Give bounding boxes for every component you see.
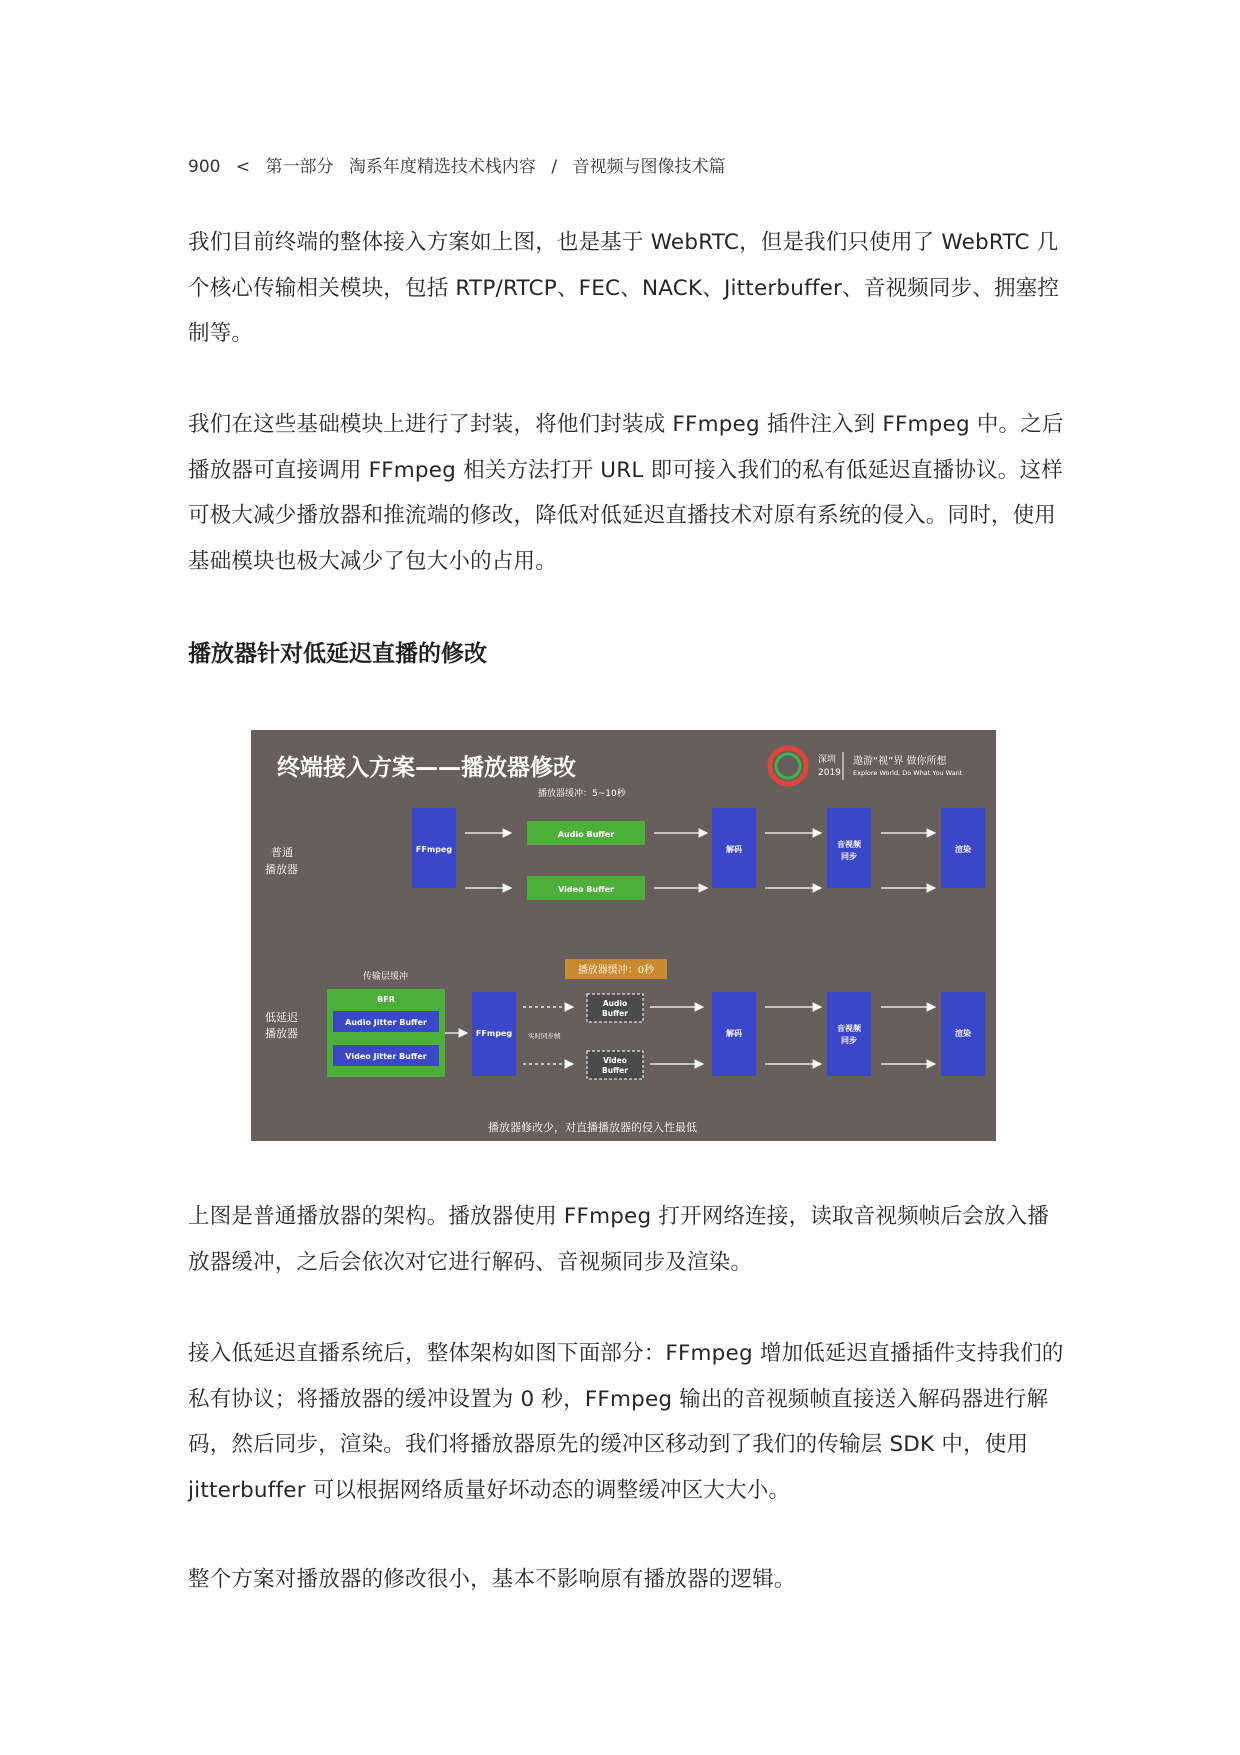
paragraph: 我们在这些基础模块上进行了封装，将他们封装成 FFmpeg 插件注入到 FFmpeg 中。之后播放器可直接调用 FFmpeg 相关方法打开 URL 即可接入我们的私有低延迟直播协议。这样可极大减少播放器和推流端的修改，降低对低延迟直播技术对原有系统的侵入。同时，使用基础模块也极大减少了包大小的占用。 [188, 412, 1064, 574]
architecture-slide-image [251, 730, 996, 1141]
header-book: 淘系年度精选技术栈内容 [348, 157, 536, 177]
architecture-diagram [251, 730, 996, 1141]
paragraph: 整个方案对播放器的修改很小，基本不影响原有播放器的逻辑。 [188, 1567, 796, 1592]
top-audio-buffer-label: Audio Buffer [557, 830, 615, 839]
bottom-row-label: 播放器 [265, 1027, 298, 1040]
bottom-decode-label: 解码 [726, 1029, 742, 1038]
top-row-label: 普通 [271, 846, 293, 859]
logo-slogan-cn: 遨游“视”界 做你所想 [853, 756, 947, 767]
bottom-audio-buffer-label: Buffer [602, 1009, 628, 1018]
top-buffer-note: 播放器缓冲：5~10秒 [538, 789, 626, 799]
paragraph: 接入低延迟直播系统后，整体架构如图下面部分：FFmpeg 增加低延迟直播插件支持我们的私有协议；将播放器的缓冲设置为 0 秒，FFmpeg 输出的音视频帧直接送入解码器进行解码，然后同步，渲染。我们将播放器原先的缓冲区移动到了我们的传输层 SDK 中，使用 jitterbuffer 可以根据网络质量好坏动态的调整缓冲区大大小。 [188, 1341, 1064, 1503]
bottom-video-buffer-label: Video [603, 1056, 627, 1065]
top-row-label: 播放器 [265, 863, 298, 876]
paragraph: 上图是普通播放器的架构。播放器使用 FFmpeg 打开网络连接，读取音视频帧后会放入播放器缓冲，之后会依次对它进行解码、音视频同步及渲染。 [188, 1204, 1049, 1275]
logo-year: 2019 [818, 768, 841, 778]
bottom-sync-label: 同步 [841, 1036, 857, 1045]
header-part: 第一部分 [265, 157, 334, 177]
paragraph: 我们目前终端的整体接入方案如上图，也是基于 WebRTC，但是我们只使用了 WebRTC 几个核心传输相关模块，包括 RTP/RTCP、FEC、NACK、Jitterbuffer、音视频同步、拥塞控制等。 [188, 230, 1060, 346]
realtime-sync-label: 实时同步帧 [528, 1032, 561, 1040]
transport-title: 传输层缓冲 [363, 972, 409, 982]
top-ffmpeg-label: FFmpeg [415, 845, 453, 854]
bottom-ffmpeg-label: FFmpeg [475, 1029, 513, 1038]
conference-logo [770, 748, 963, 784]
top-decode-label: 解码 [726, 845, 742, 854]
bottom-audio-buffer-label: Audio [602, 999, 628, 1008]
slide-title: 终端接入方案——播放器修改 [277, 755, 576, 781]
bottom-sync-label: 音视频 [837, 1024, 861, 1033]
logo-inner-ring-icon [776, 754, 800, 778]
bottom-render-label: 渲染 [955, 1029, 971, 1038]
page-number: 900 [188, 157, 221, 177]
video-jitter-label: Video Jitter Buffer [345, 1052, 427, 1061]
bottom-sync-box [827, 992, 871, 1076]
top-render-label: 渲染 [955, 845, 971, 854]
header-slash: / [551, 157, 558, 177]
top-video-buffer-label: Video Buffer [558, 885, 614, 894]
running-header [188, 152, 735, 177]
header-separator: < [235, 157, 251, 177]
logo-city: 深圳 [818, 755, 837, 765]
bottom-video-buffer-label: Buffer [602, 1066, 628, 1075]
slide-footer: 播放器修改少，对直播播放器的侵入性最低 [488, 1121, 697, 1134]
top-sync-label: 同步 [841, 852, 857, 861]
header-chapter: 音视频与图像技术篇 [572, 157, 726, 177]
section-heading: 播放器针对低延迟直播的修改 [188, 641, 487, 667]
bfr-label: BFR [377, 995, 395, 1004]
logo-slogan-en: Explore World, Do What You Want [853, 769, 963, 777]
audio-jitter-label: Audio Jitter Buffer [345, 1018, 427, 1027]
bottom-buffer-note: 播放器缓冲：0秒 [577, 965, 655, 976]
top-sync-label: 音视频 [837, 840, 861, 849]
bottom-row-label: 低延迟 [265, 1011, 298, 1024]
